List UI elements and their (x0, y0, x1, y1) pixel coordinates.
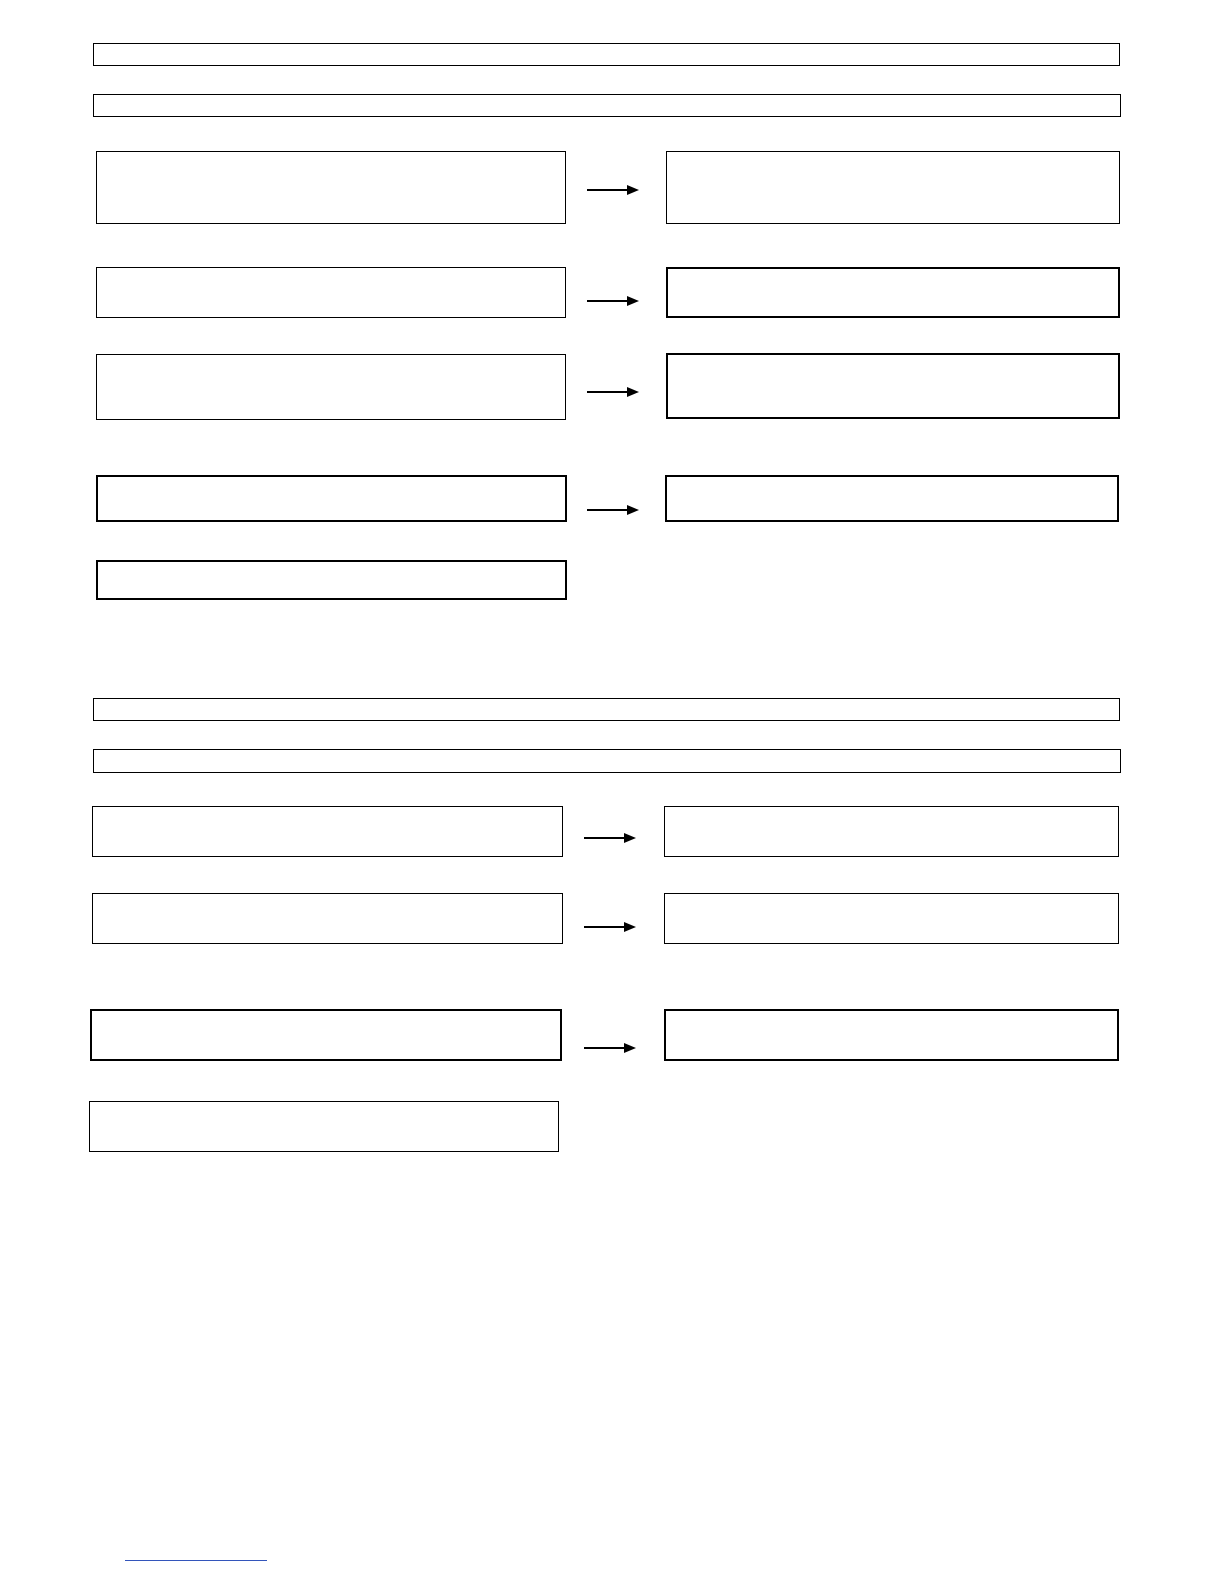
section-2-row-1-left-box (92, 806, 563, 857)
section-1-final-box (96, 560, 567, 600)
section-1-row-2-right-box (666, 267, 1120, 318)
section-1-row-3-left-box (96, 354, 566, 420)
section-2-row-2-right-text (665, 894, 1118, 902)
section-1-title-text (94, 44, 1119, 52)
section-1-row-2-left-box (96, 267, 566, 318)
section-2-subtitle-bar (93, 749, 1121, 773)
section-1-row-2-left-text (97, 268, 565, 276)
section-2-title-bar (93, 698, 1120, 721)
section-1-row-4-left-box (96, 475, 567, 522)
section-1-row-4-right-box (665, 475, 1119, 522)
section-1-row-3-left-text (97, 355, 565, 363)
section-1-row-4-right-text (667, 477, 1117, 485)
section-1-title-bar (93, 43, 1120, 66)
section-2-row-2-right-box (664, 893, 1119, 944)
section-2-row-3-right-text (666, 1011, 1117, 1019)
section-1-row-4-left-text (98, 477, 565, 485)
footnote-rule (125, 1560, 267, 1561)
section-1-row-1-right-text (667, 152, 1119, 160)
section-2-row-2-left-text (93, 894, 562, 902)
section-2-row-3-right-box (664, 1009, 1119, 1061)
section-2-row-1-right-text (665, 807, 1118, 815)
section-1-row-1-right-box (666, 151, 1120, 224)
right-arrow-icon (584, 831, 638, 845)
right-arrow-icon (584, 1041, 638, 1055)
section-2-subtitle-text (94, 750, 1120, 758)
section-1-subtitle-text (94, 95, 1120, 103)
section-2-row-3-left-box (90, 1009, 562, 1061)
section-1-row-1-left-box (96, 151, 566, 224)
section-1-row-3-right-box (666, 353, 1120, 419)
section-2-row-1-right-box (664, 806, 1119, 857)
right-arrow-icon (587, 385, 641, 399)
section-1-row-2-right-text (668, 269, 1118, 277)
section-1-subtitle-bar (93, 94, 1121, 117)
section-1-row-1-left-text (97, 152, 565, 160)
right-arrow-icon (584, 920, 638, 934)
section-2-final-text (90, 1102, 558, 1110)
section-2-title-text (94, 699, 1119, 707)
section-2-row-2-left-box (92, 893, 563, 944)
section-1-row-3-right-text (668, 355, 1118, 363)
right-arrow-icon (587, 503, 641, 517)
right-arrow-icon (587, 294, 641, 308)
right-arrow-icon (587, 183, 641, 197)
section-2-final-box (89, 1101, 559, 1152)
section-2-row-1-left-text (93, 807, 562, 815)
section-1-final-text (98, 562, 565, 570)
section-2-row-3-left-text (92, 1011, 560, 1019)
